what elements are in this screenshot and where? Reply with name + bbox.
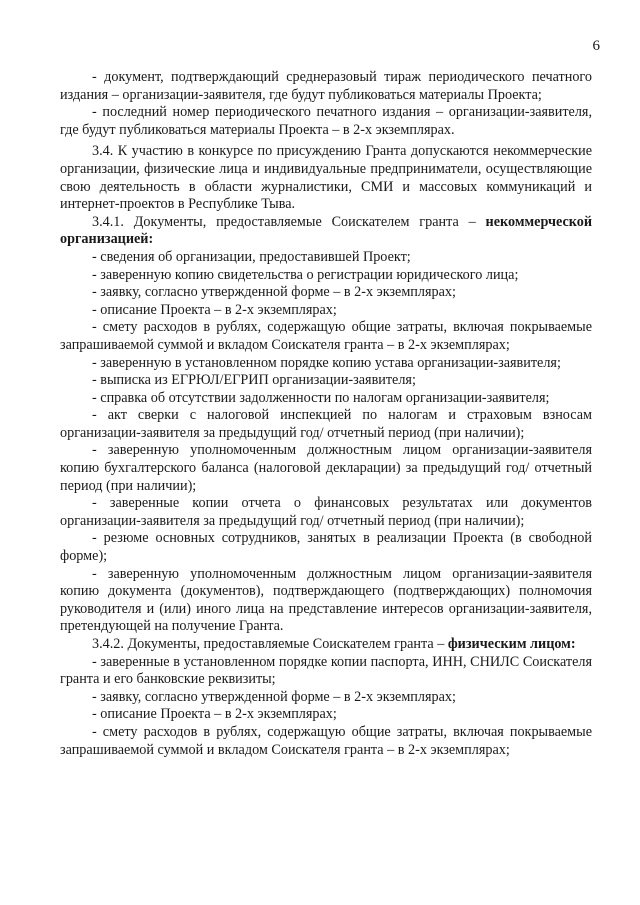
heading-bold-text: физическим лицом: <box>447 636 576 652</box>
list-item: - заверенную копию свидетельства о регистрации юридического лица; <box>92 266 519 283</box>
list-item: - заверенную в установленном порядке копию устава организации-заявителя; <box>92 354 561 371</box>
heading-text: 3.4.2. Документы, предоставляемые Соискателем гранта – <box>92 636 448 652</box>
list-item: - заверенные копии отчета о финансовых результатах или документов организации-заявителя за предыдущий год/ отчетный период (при наличии); <box>60 495 592 529</box>
list-item: - заявку, согласно утвержденной форме – в 2-х экземплярах; <box>92 284 456 301</box>
list-item: - смету расходов в рублях, содержащую общие затраты, включая покрываемые запрашиваемой суммой и вкладом Соискателя гранта – в 2-х экземплярах; <box>60 723 592 758</box>
list-item: - заверенные в установленном порядке копии паспорта, ИНН, СНИЛС Соискателя гранта и его банковские реквизиты; <box>60 653 592 688</box>
paragraph: - последний номер периодического печатного издания – организации-заявителя, где будут публиковаться материалы Проекта – в 2-х экземплярах. <box>60 104 592 138</box>
list-item: - справка об отсутствии задолженности по налогам организации-заявителя; <box>92 389 550 406</box>
document-body <box>60 69 592 759</box>
list-item: - сведения об организации, предоставившей Проект; <box>92 248 411 265</box>
list-item: - заверенную уполномоченным должностным лицом организации-заявителя копию документа (документов), подтверждающего (подтверждающих) полномочия руководителя и (или) иного лица на представление интересов организации-заявителя, претендующей на получение Гранта. <box>60 565 592 635</box>
heading-text: 3.4.1. Документы, предоставляемые Соискателем гранта – <box>92 213 486 230</box>
page-number: 6 <box>592 38 600 54</box>
paragraph-heading <box>60 636 592 654</box>
list-item: - описание Проекта – в 2-х экземплярах; <box>92 301 337 318</box>
list-item: - выписка из ЕГРЮЛ/ЕГРИП организации-заявителя; <box>92 372 416 389</box>
paragraph: - документ, подтверждающий среднеразовый тираж периодического печатного издания – организации-заявителя, где будут публиковаться материалы Проекта; <box>60 69 592 103</box>
list-item: - заявку, согласно утвержденной форме – в 2-х экземплярах; <box>92 688 456 705</box>
list-item: - описание Проекта – в 2-х экземплярах; <box>92 706 337 723</box>
paragraph: 3.4. К участию в конкурсе по присуждению Гранта допускаются некоммерческие организации, физические лица и индивидуальные предприниматели, осуществляющие свою деятельность в области журналистики, СМИ и массовых коммуникаций и интернет-проектов в Республике Тыва. <box>60 143 592 213</box>
list-item: - заверенную уполномоченным должностным лицом организации-заявителя копию бухгалтерского баланса (налоговой декларации) за предыдущий год/ отчетный период (при наличии); <box>60 442 592 494</box>
heading-bold-text: некоммерческой организацией: <box>60 213 592 248</box>
list-item: - акт сверки с налоговой инспекцией по налогам и страховым взносам организации-заявителя за предыдущий год/ отчетный период (при наличии); <box>60 407 592 441</box>
paragraph-heading <box>60 214 592 249</box>
list-item: - смету расходов в рублях, содержащую общие затраты, включая покрываемые запрашиваемой суммой и вкладом Соискателя гранта – в 2-х экземплярах; <box>60 319 592 353</box>
list-item: - резюме основных сотрудников, занятых в реализации Проекта (в свободной форме); <box>60 530 592 565</box>
